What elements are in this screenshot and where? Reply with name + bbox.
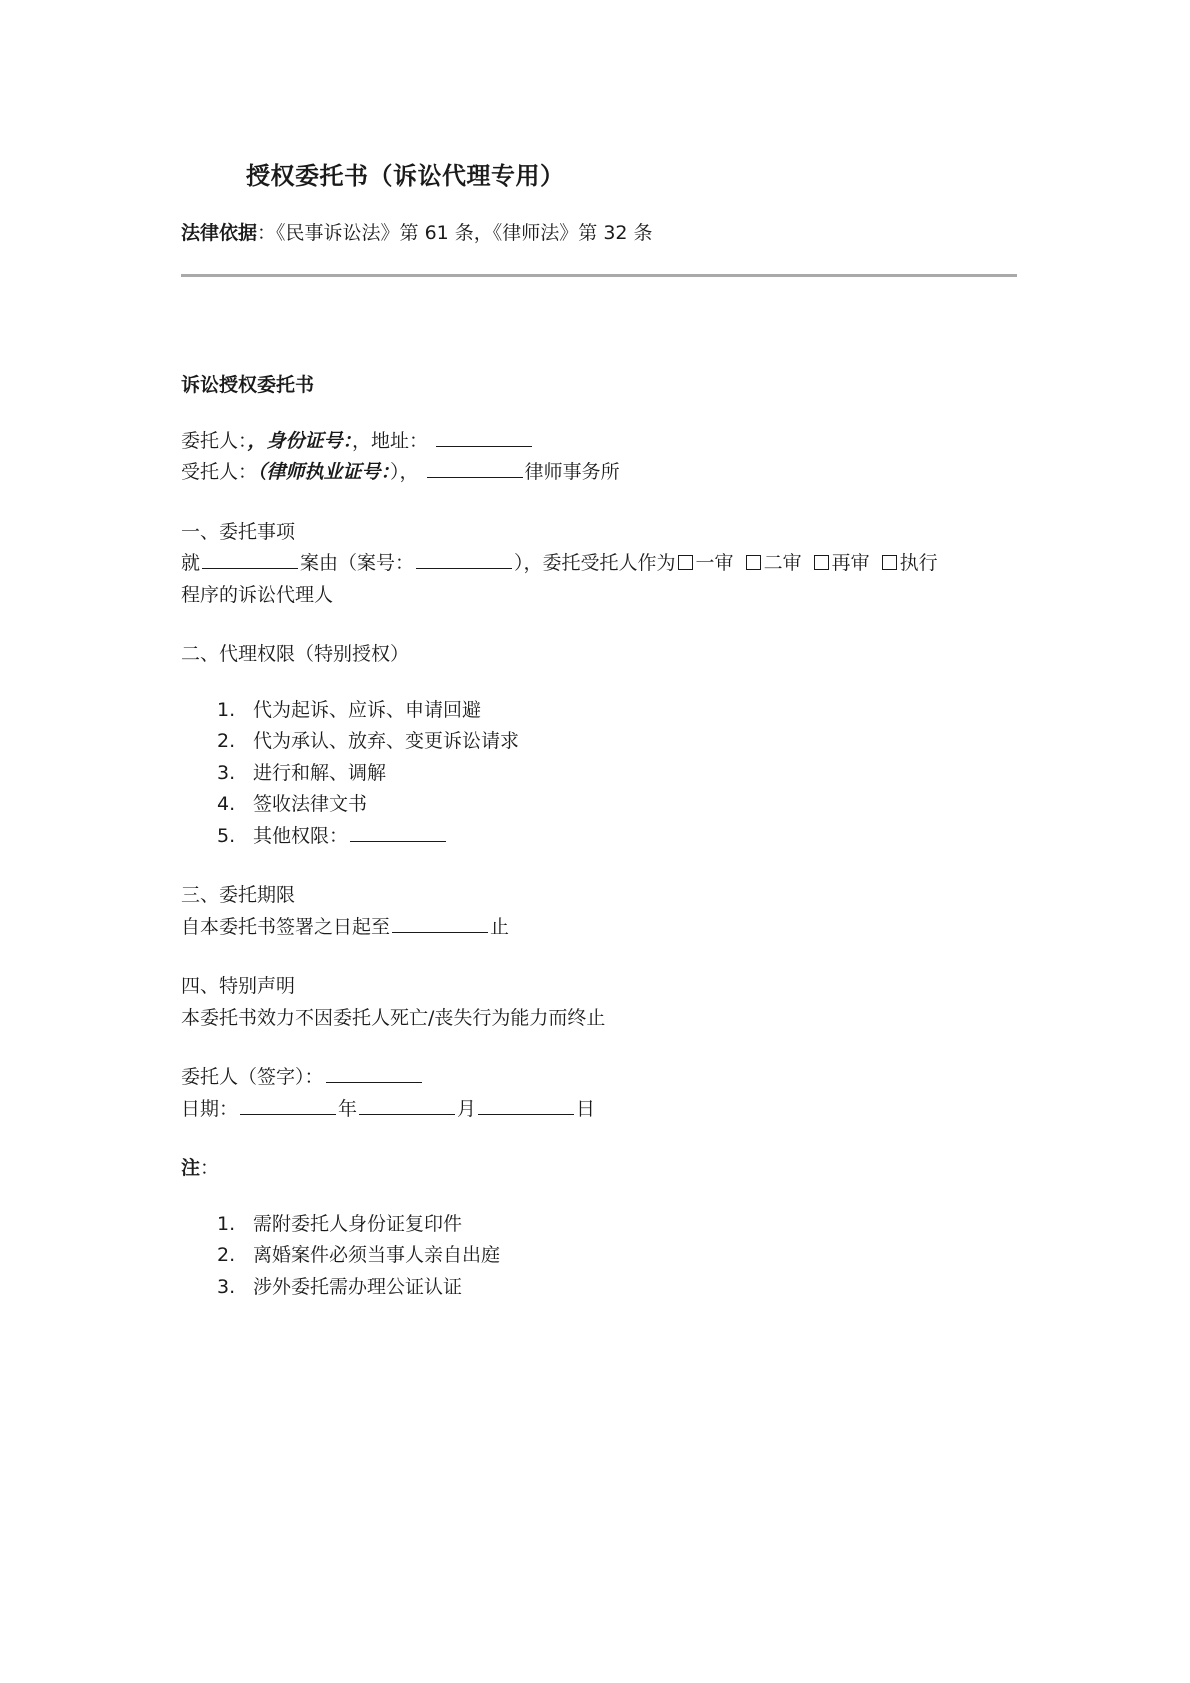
law-firm-blank[interactable] <box>427 457 523 478</box>
checkbox-icon <box>814 555 829 570</box>
list-number: 3. <box>217 1275 236 1298</box>
case-number-blank[interactable] <box>416 548 512 569</box>
option-label: 二审 <box>763 552 802 574</box>
checkbox-icon <box>882 555 897 570</box>
year-label: 年 <box>338 1097 358 1120</box>
section-subtitle: 诉讼授权委托书 <box>181 374 315 396</box>
legal-basis-colon: ： <box>257 222 277 244</box>
option-second-instance[interactable] <box>744 552 802 574</box>
legal-basis-text: 《民事诉讼法》第 61 条，《律师法》第 32 条 <box>276 222 653 244</box>
list-text: 涉外委托需办理公证认证 <box>253 1275 463 1298</box>
list-item <box>217 695 1021 727</box>
principal-address-label: ，地址： <box>352 429 429 452</box>
section-1-p3: ），委托受托人作为 <box>514 552 676 574</box>
year-blank[interactable] <box>240 1094 336 1115</box>
other-authority-blank[interactable] <box>350 821 446 842</box>
law-firm-suffix: 律师事务所 <box>524 461 620 483</box>
case-party-blank[interactable] <box>202 548 298 569</box>
option-label: 一审 <box>695 552 734 574</box>
signature-block <box>181 1062 1021 1125</box>
agent-prefix: 受托人： <box>181 461 258 483</box>
term-text-after: 止 <box>490 915 510 938</box>
section-1 <box>181 517 1021 612</box>
section-4-text: 本委托书效力不因委托人死亡/丧失行为能力而终止 <box>181 1006 606 1029</box>
section-2 <box>181 639 1021 852</box>
section-4-heading: 四、特别声明 <box>181 975 296 997</box>
list-number: 3. <box>217 761 236 784</box>
legal-basis-label: 法律依据 <box>181 222 258 244</box>
section-3 <box>181 880 1021 943</box>
list-text: 签收法律文书 <box>253 793 368 815</box>
checkbox-icon <box>678 555 693 570</box>
month-blank[interactable] <box>359 1094 455 1115</box>
list-item <box>217 758 1021 790</box>
section-3-line <box>181 912 1021 944</box>
section-1-p2: 案由（案号： <box>300 552 415 574</box>
option-retrial[interactable] <box>812 552 870 574</box>
signature-label: 委托人（签字）： <box>181 1066 324 1088</box>
list-item <box>217 1209 1021 1241</box>
authority-list <box>181 695 1021 853</box>
principal-address-blank[interactable] <box>436 426 532 447</box>
notes-heading-text: 注 <box>181 1157 201 1179</box>
notes-section <box>181 1153 1021 1303</box>
option-label: 执行 <box>899 552 938 574</box>
day-blank[interactable] <box>478 1094 574 1115</box>
list-item <box>217 1240 1021 1272</box>
month-label: 月 <box>457 1097 477 1120</box>
list-number: 1. <box>217 1212 236 1235</box>
signature-line <box>181 1062 1021 1094</box>
list-number: 4. <box>217 793 236 815</box>
horizontal-divider <box>181 274 1017 277</box>
option-execution[interactable] <box>880 552 938 574</box>
document-title: 授权委托书（诉讼代理专用） <box>246 161 565 190</box>
section-2-heading: 二、代理权限（特别授权） <box>181 643 410 665</box>
notes-list <box>181 1209 1021 1304</box>
signature-blank[interactable] <box>326 1062 422 1083</box>
list-item <box>217 726 1021 758</box>
list-number: 2. <box>217 730 236 752</box>
agent-license-label: （律师执业证号： <box>257 461 391 483</box>
section-1-line-1 <box>181 548 1021 580</box>
list-number: 5. <box>217 824 236 847</box>
section-1-heading: 一、委托事项 <box>181 520 296 543</box>
section-1-line-2: 程序的诉讼代理人 <box>181 583 334 606</box>
list-text: 离婚案件必须当事人亲自出庭 <box>253 1244 501 1266</box>
term-text-before: 自本委托书签署之日起至 <box>181 915 391 938</box>
date-line <box>181 1094 1021 1126</box>
list-item <box>217 789 1021 821</box>
list-item <box>217 1272 1021 1304</box>
notes-colon: ： <box>200 1157 220 1179</box>
parties-block <box>181 426 1021 489</box>
section-4 <box>181 971 1021 1034</box>
notes-heading <box>181 1153 1021 1185</box>
list-text: 代为起诉、应诉、申请回避 <box>253 698 482 721</box>
agent-mid: ）， <box>390 461 419 483</box>
principal-prefix: 委托人： <box>181 429 248 452</box>
term-end-blank[interactable] <box>392 912 488 933</box>
list-text: 需附委托人身份证复印件 <box>253 1212 463 1235</box>
checkbox-icon <box>746 555 761 570</box>
section-1-p1: 就 <box>181 552 201 574</box>
document-body <box>181 370 1021 1303</box>
list-text: 进行和解、调解 <box>253 761 387 784</box>
option-label: 再审 <box>831 552 870 574</box>
section-3-heading: 三、委托期限 <box>181 884 296 906</box>
principal-id-label: ，身份证号： <box>247 429 353 452</box>
principal-line <box>181 426 1021 458</box>
list-text: 代为承认、放弃、变更诉讼请求 <box>253 730 520 752</box>
date-label: 日期： <box>181 1097 239 1120</box>
list-text: 其他权限： <box>253 824 349 847</box>
day-label: 日 <box>576 1097 596 1120</box>
list-number: 1. <box>217 698 236 721</box>
option-first-instance[interactable] <box>676 552 734 574</box>
list-number: 2. <box>217 1244 236 1266</box>
agent-line <box>181 457 1021 489</box>
list-item <box>217 821 1021 853</box>
legal-basis <box>181 218 653 245</box>
